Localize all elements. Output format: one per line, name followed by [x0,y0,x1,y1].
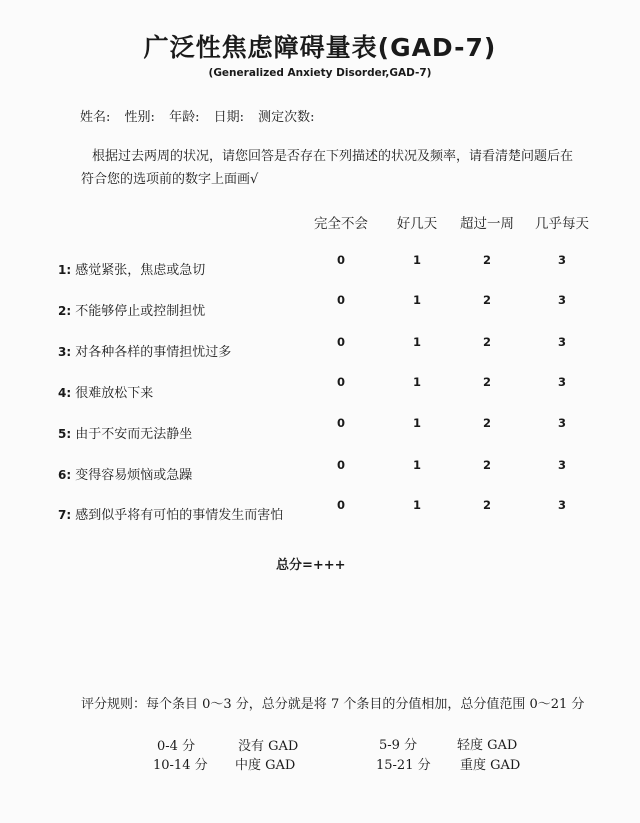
q2-option-3[interactable]: 3 [557,293,566,307]
question-2 [58,300,205,319]
level-range-moderate: 10-14 分 [153,758,208,773]
level-label-severe: 重度 GAD [460,758,521,773]
instructions [81,145,601,191]
q5-option-1[interactable]: 1 [412,416,421,430]
q4-option-1[interactable]: 1 [412,375,421,389]
question-number: 7: [58,508,72,522]
title-chinese: 广泛性焦虑障碍量表 [143,33,378,62]
q3-option-0[interactable]: 0 [336,335,345,349]
question-text: 感觉紧张，焦虑或急切 [75,263,206,278]
level-label-none: 没有 GAD [238,739,299,754]
q7-option-0[interactable]: 0 [336,498,345,512]
page-title [0,28,640,64]
question-number: 5: [58,427,72,441]
q5-option-3[interactable]: 3 [557,416,566,430]
level-range-mild: 5-9 分 [379,738,418,753]
date-field[interactable]: 日期: [213,110,244,125]
question-6 [58,464,192,483]
q1-option-3[interactable]: 3 [557,253,566,267]
q3-option-3[interactable]: 3 [557,335,566,349]
q2-option-1[interactable]: 1 [412,293,421,307]
instructions-line-2: 符合您的选项前的数字上面画√ [81,172,259,187]
scoring-rule: 评分规则：每个条目 0～3 分，总分就是将 7 个条目的分值相加，总分值范围 0～21 分 [81,697,585,712]
q3-option-2[interactable]: 2 [482,335,491,349]
column-header-several-days: 好几天 [396,216,438,232]
total-score: 总分=+++ [276,558,346,573]
question-7 [58,504,283,523]
q7-option-1[interactable]: 1 [412,498,421,512]
question-text: 很难放松下来 [75,386,154,401]
question-number: 6: [58,468,72,482]
page-subtitle: (Generalized Anxiety Disorder,GAD-7) [208,67,432,79]
q2-option-0[interactable]: 0 [336,293,345,307]
column-header-nearly-every-day: 几乎每天 [535,216,589,232]
question-number: 4: [58,386,72,400]
q4-option-2[interactable]: 2 [482,375,491,389]
q7-option-3[interactable]: 3 [557,498,566,512]
test-count-field[interactable]: 测定次数: [258,110,315,125]
column-header-over-a-week: 超过一周 [460,216,514,232]
question-5 [58,423,192,442]
name-field[interactable]: 姓名: [80,110,111,125]
question-3 [58,341,231,360]
q6-option-2[interactable]: 2 [482,458,491,472]
q6-option-1[interactable]: 1 [412,458,421,472]
level-label-mild: 轻度 GAD [457,738,518,753]
age-field[interactable]: 年龄: [169,110,200,125]
q1-option-1[interactable]: 1 [412,253,421,267]
instructions-line-1: 根据过去两周的状况，请您回答是否存在下列描述的状况及频率，请看清楚问题后在 [92,149,574,164]
level-range-severe: 15-21 分 [376,758,431,773]
q5-option-0[interactable]: 0 [336,416,345,430]
level-range-none: 0-4 分 [157,739,196,754]
title-abbreviation: (GAD-7) [377,33,497,62]
gender-field[interactable]: 性别: [124,110,155,125]
q3-option-1[interactable]: 1 [412,335,421,349]
question-number: 2: [58,304,72,318]
q4-option-3[interactable]: 3 [557,375,566,389]
q1-option-0[interactable]: 0 [336,253,345,267]
q2-option-2[interactable]: 2 [482,293,491,307]
question-number: 1: [58,263,72,277]
question-text: 变得容易烦恼或急躁 [75,468,193,483]
q7-option-2[interactable]: 2 [482,498,491,512]
question-text: 对各种各样的事情担忧过多 [75,345,232,360]
q1-option-2[interactable]: 2 [482,253,491,267]
question-number: 3: [58,345,72,359]
question-text: 感到似乎将有可怕的事情发生而害怕 [75,508,284,523]
q6-option-3[interactable]: 3 [557,458,566,472]
column-header-not-at-all: 完全不会 [314,216,368,232]
info-fields [80,106,325,125]
q6-option-0[interactable]: 0 [336,458,345,472]
question-text: 由于不安而无法静坐 [75,427,193,442]
question-4 [58,382,153,401]
q4-option-0[interactable]: 0 [336,375,345,389]
question-1 [58,259,205,278]
question-text: 不能够停止或控制担忧 [75,304,206,319]
level-label-moderate: 中度 GAD [235,758,296,773]
q5-option-2[interactable]: 2 [482,416,491,430]
